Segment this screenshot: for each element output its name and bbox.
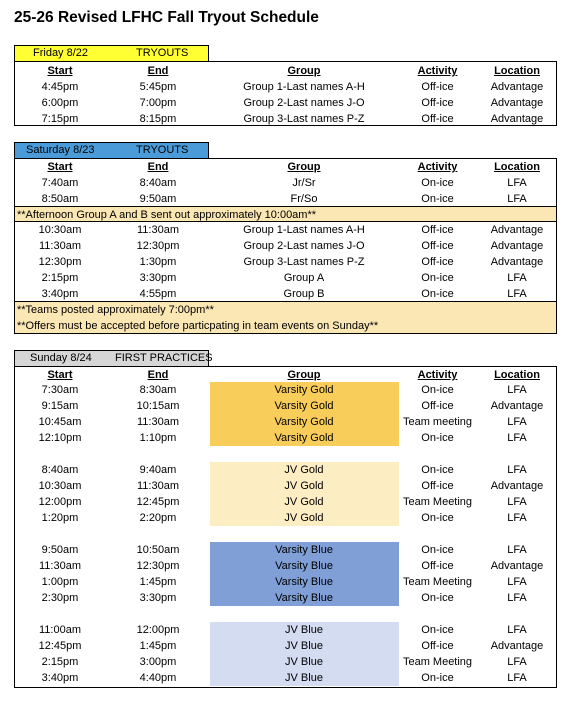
cell-activity: Team meeting [402, 416, 473, 428]
page-title: 25-26 Revised LFHC Fall Tryout Schedule [14, 9, 319, 26]
cell-end: 3:30pm [139, 272, 177, 284]
table-row [15, 590, 556, 606]
cell-start: 7:40am [41, 177, 79, 189]
cell-start: 10:45am [38, 416, 82, 428]
cell-location: LFA [507, 384, 527, 396]
cell-start: 12:10pm [38, 432, 82, 444]
cell-start: 11:30am [39, 240, 81, 252]
cell-group: Group 3-Last names P-Z [243, 113, 365, 125]
cell-start: 2:30pm [41, 592, 79, 604]
saturday-note-afternoon: **Afternoon Group A and B sent out approximately 10:00am** [15, 206, 556, 222]
cell-start: 3:40pm [41, 288, 79, 300]
cell-end: 7:00pm [139, 97, 177, 109]
header-location: Location [494, 65, 540, 77]
cell-location: LFA [507, 432, 527, 444]
table-row [15, 478, 556, 494]
cell-start: 6:00pm [41, 97, 79, 109]
cell-group: Group A [283, 272, 325, 284]
cell-start: 7:30am [41, 384, 79, 396]
saturday-label: TRYOUTS [136, 144, 189, 156]
cell-end: 4:55pm [139, 288, 177, 300]
cell-location: Advantage [490, 81, 544, 93]
note-teams-posted: **Teams posted approximately 7:00pm** [17, 304, 214, 316]
cell-start: 12:00pm [38, 496, 82, 508]
cell-group: JV Gold [284, 512, 324, 524]
cell-start: 1:00pm [41, 576, 79, 588]
cell-location: LFA [507, 496, 527, 508]
cell-end: 2:20pm [139, 512, 177, 524]
cell-activity: On-ice [421, 592, 454, 604]
cell-group: Varsity Gold [274, 400, 334, 412]
cell-location: LFA [507, 193, 527, 205]
table-row [15, 382, 556, 398]
cell-end: 10:15am [136, 400, 180, 412]
cell-group: Varsity Gold [274, 416, 334, 428]
saturday-tab [14, 142, 209, 158]
cell-activity: Off-ice [421, 256, 454, 268]
table-row [15, 670, 556, 686]
cell-location: LFA [507, 592, 527, 604]
table-row [15, 462, 556, 478]
cell-end: 12:45pm [136, 496, 180, 508]
table-row [15, 222, 556, 238]
cell-group: Varsity Gold [274, 384, 334, 396]
cell-activity: Off-ice [421, 113, 454, 125]
table-row [15, 558, 556, 574]
cell-location: Advantage [490, 97, 544, 109]
table-row [15, 494, 556, 510]
table-row [15, 542, 556, 558]
header-location: Location [494, 369, 540, 381]
cell-start: 12:45pm [38, 640, 82, 652]
cell-activity: On-ice [421, 272, 454, 284]
table-row [15, 175, 556, 191]
table-row [15, 398, 556, 414]
cell-location: Advantage [490, 400, 544, 412]
cell-start: 8:40am [41, 464, 79, 476]
cell-location: LFA [507, 672, 527, 684]
table-row [15, 654, 556, 670]
cell-group: Group 1-Last names A-H [243, 81, 365, 93]
cell-start: 10:30am [38, 480, 82, 492]
cell-group: JV Blue [285, 672, 323, 684]
cell-end: 12:00pm [136, 624, 180, 636]
table-row [15, 95, 556, 111]
header-activity: Activity [417, 369, 458, 381]
cell-end: 1:45pm [139, 640, 177, 652]
cell-activity: Off-ice [421, 640, 454, 652]
cell-activity: Off-ice [421, 240, 454, 252]
cell-end: 11:30am [137, 480, 179, 492]
cell-group: Varsity Blue [275, 560, 333, 572]
cell-group: Group 2-Last names J-O [243, 240, 365, 252]
cell-start: 9:50am [41, 544, 79, 556]
cell-location: LFA [507, 624, 527, 636]
cell-activity: Off-ice [421, 97, 454, 109]
friday-table [14, 61, 557, 126]
cell-location: Advantage [490, 240, 544, 252]
cell-activity: Off-ice [421, 224, 454, 236]
sunday-header-row [15, 367, 556, 383]
cell-location: LFA [507, 177, 527, 189]
cell-start: 10:30am [38, 224, 82, 236]
cell-location: LFA [507, 576, 527, 588]
cell-end: 1:10pm [139, 432, 177, 444]
cell-location: LFA [507, 416, 527, 428]
friday-label: TRYOUTS [136, 47, 189, 59]
cell-location: LFA [507, 272, 527, 284]
saturday-table [14, 158, 557, 334]
header-start: Start [47, 161, 73, 173]
header-end: End [147, 161, 169, 173]
cell-activity: On-ice [421, 193, 454, 205]
cell-start: 11:30am [39, 560, 81, 572]
cell-location: Advantage [490, 113, 544, 125]
cell-group: JV Blue [285, 656, 323, 668]
cell-start: 7:15pm [41, 113, 79, 125]
table-row [15, 414, 556, 430]
table-row [15, 622, 556, 638]
header-start: Start [47, 65, 73, 77]
cell-end: 5:45pm [139, 81, 177, 93]
cell-location: LFA [507, 656, 527, 668]
cell-end: 3:30pm [139, 592, 177, 604]
cell-activity: Off-ice [421, 81, 454, 93]
header-end: End [147, 369, 169, 381]
cell-location: LFA [507, 544, 527, 556]
cell-group: Varsity Blue [275, 592, 333, 604]
cell-activity: Off-ice [421, 480, 454, 492]
cell-start: 2:15pm [41, 272, 79, 284]
cell-end: 8:15pm [139, 113, 177, 125]
cell-end: 11:30am [137, 224, 179, 236]
header-activity: Activity [417, 161, 458, 173]
sunday-label: FIRST PRACTICES [115, 352, 213, 364]
cell-start: 4:45pm [41, 81, 79, 93]
table-row [15, 286, 556, 302]
header-group: Group [287, 65, 321, 77]
cell-activity: On-ice [421, 177, 454, 189]
saturday-day: Saturday 8/23 [26, 144, 95, 156]
cell-end: 8:40am [139, 177, 177, 189]
table-row [15, 638, 556, 654]
cell-start: 12:30pm [38, 256, 82, 268]
sunday-tab [14, 350, 213, 366]
cell-group: Fr/So [290, 193, 318, 205]
cell-end: 1:30pm [139, 256, 177, 268]
saturday-header-row [15, 159, 556, 175]
cell-group: Group B [283, 288, 325, 300]
table-row [15, 238, 556, 254]
cell-start: 1:20pm [41, 512, 79, 524]
cell-activity: On-ice [421, 432, 454, 444]
friday-tab [14, 45, 209, 61]
cell-end: 10:50am [136, 544, 180, 556]
cell-activity: Team Meeting [402, 576, 473, 588]
header-end: End [147, 65, 169, 77]
cell-group: JV Blue [285, 624, 323, 636]
cell-group: Group 1-Last names A-H [243, 224, 365, 236]
table-row [15, 270, 556, 286]
friday-header-row [15, 63, 556, 79]
cell-start: 8:50am [41, 193, 79, 205]
cell-group: Jr/Sr [292, 177, 316, 189]
cell-location: LFA [507, 464, 527, 476]
friday-day: Friday 8/22 [33, 47, 89, 59]
header-location: Location [494, 161, 540, 173]
cell-location: Advantage [490, 560, 544, 572]
sunday-table [14, 366, 557, 688]
cell-end: 11:30am [137, 416, 179, 428]
cell-group: JV Gold [284, 496, 324, 508]
cell-location: Advantage [490, 256, 544, 268]
cell-group: JV Gold [284, 464, 324, 476]
cell-activity: On-ice [421, 512, 454, 524]
table-row [15, 79, 556, 95]
cell-group: Varsity Blue [275, 544, 333, 556]
cell-activity: Off-ice [421, 400, 454, 412]
header-start: Start [47, 369, 73, 381]
note-offers-accepted: **Offers must be accepted before particpating in team events on Sunday** [17, 320, 379, 332]
table-row [15, 254, 556, 270]
cell-group: JV Blue [285, 640, 323, 652]
header-group: Group [287, 369, 321, 381]
cell-location: Advantage [490, 224, 544, 236]
cell-activity: On-ice [421, 288, 454, 300]
cell-group: JV Gold [284, 480, 324, 492]
cell-start: 3:40pm [41, 672, 79, 684]
cell-activity: On-ice [421, 384, 454, 396]
cell-activity: On-ice [421, 624, 454, 636]
cell-location: LFA [507, 288, 527, 300]
cell-activity: On-ice [421, 464, 454, 476]
cell-end: 9:40am [139, 464, 177, 476]
cell-activity: Team Meeting [402, 496, 473, 508]
cell-end: 4:40pm [139, 672, 177, 684]
cell-activity: On-ice [421, 544, 454, 556]
table-row [15, 510, 556, 526]
table-row [15, 574, 556, 590]
cell-start: 9:15am [41, 400, 79, 412]
table-row [15, 191, 556, 207]
header-group: Group [287, 161, 321, 173]
cell-end: 1:45pm [139, 576, 177, 588]
cell-location: Advantage [490, 480, 544, 492]
header-activity: Activity [417, 65, 458, 77]
saturday-note-bottom [15, 301, 556, 333]
cell-activity: On-ice [421, 672, 454, 684]
cell-group: Varsity Blue [275, 576, 333, 588]
cell-end: 9:50am [139, 193, 177, 205]
cell-location: LFA [507, 512, 527, 524]
cell-location: Advantage [490, 640, 544, 652]
cell-group: Group 2-Last names J-O [243, 97, 365, 109]
cell-end: 12:30pm [136, 240, 180, 252]
cell-activity: Team Meeting [402, 656, 473, 668]
cell-activity: Off-ice [421, 560, 454, 572]
cell-group: Group 3-Last names P-Z [243, 256, 365, 268]
cell-end: 3:00pm [139, 656, 177, 668]
sunday-day: Sunday 8/24 [30, 352, 92, 364]
cell-start: 11:00am [39, 624, 81, 636]
cell-group: Varsity Gold [274, 432, 334, 444]
table-row [15, 111, 556, 127]
cell-start: 2:15pm [41, 656, 79, 668]
cell-end: 12:30pm [136, 560, 180, 572]
table-row [15, 430, 556, 446]
cell-end: 8:30am [139, 384, 177, 396]
